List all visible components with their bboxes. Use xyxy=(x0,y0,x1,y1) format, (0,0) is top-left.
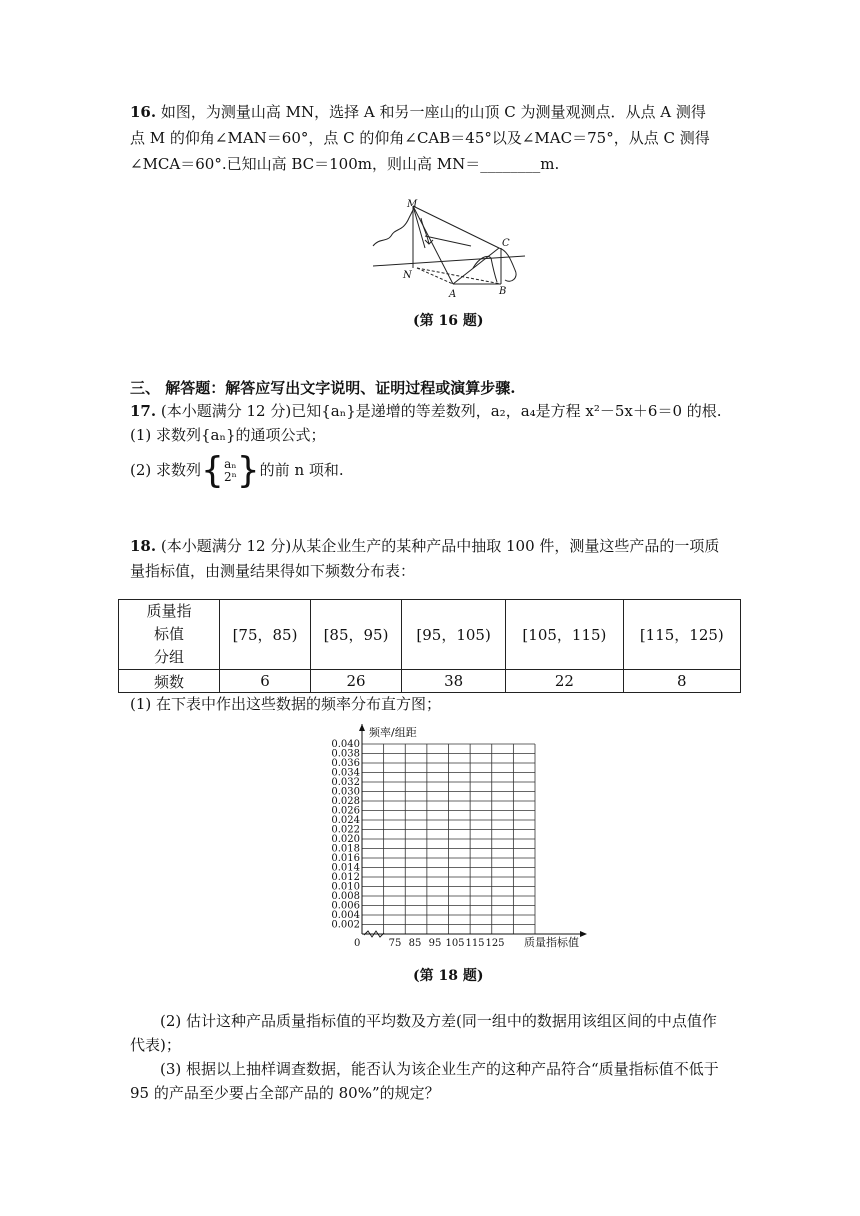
table-row xyxy=(119,670,741,693)
y-tick-label: 0.022 xyxy=(331,824,360,836)
q18-number: 18. xyxy=(130,537,157,555)
y-tick-label: 0.008 xyxy=(331,891,360,902)
y-tick-label: 0.020 xyxy=(331,834,360,845)
q16-line2: 点 M 的仰角∠MAN＝60°，点 C 的仰角∠CAB＝45°以及∠MAC＝75°，从点 C 测得 xyxy=(130,129,710,147)
q17-text-1: (本小题满分 12 分)已知{aₙ}是递增的等差数列，a₂，a₄是方程 x²－5x＋6＝0 的根. xyxy=(160,402,722,420)
q18-part2-line2: 代表)； xyxy=(130,1036,181,1054)
q16-line3: ∠MCA＝60°.已知山高 BC＝100m，则山高 MN＝________m. xyxy=(130,155,560,173)
x-axis-title: 质量指标值 xyxy=(524,936,579,949)
figure-label-N: N xyxy=(403,270,412,281)
table-cell-group: [75，85) xyxy=(220,600,311,670)
y-tick-label: 0.032 xyxy=(331,777,360,788)
table-cell-count: 38 xyxy=(402,670,506,693)
q18-part3-line1: (3) 根据以上抽样调查数据，能否认为该企业生产的这种产品符合“质量指标值不低于 xyxy=(160,1060,719,1078)
table-cell-count: 26 xyxy=(311,670,402,693)
q17-part2: (2) 求数列{ aₙ 2ⁿ }的前 n 项和. xyxy=(130,450,344,491)
y-tick-label: 0.028 xyxy=(331,796,360,807)
x-tick-label: 115 xyxy=(465,938,485,949)
x-tick-label: 85 xyxy=(408,938,422,949)
q18-part3-line2: 95 的产品至少要占全部产品的 80%”的规定？ xyxy=(130,1084,440,1102)
figure-label-C: C xyxy=(502,238,510,249)
origin-label: 0 xyxy=(354,938,361,949)
table-cell-count: 22 xyxy=(506,670,623,693)
q16-figure xyxy=(365,198,530,303)
table-row xyxy=(119,600,741,670)
figure-label-M: M xyxy=(407,199,418,210)
q18-line2: 量指标值，由测量结果得如下频数分布表： xyxy=(130,562,416,580)
y-tick-label: 0.030 xyxy=(331,786,360,798)
table-cell-group: [95，105) xyxy=(402,600,506,670)
table-header-label: 质量指 标值 分组 xyxy=(119,600,220,670)
histogram-grid xyxy=(325,722,595,954)
figure-label-B: B xyxy=(499,286,507,297)
fraction-numerator: aₙ xyxy=(224,457,237,471)
x-tick-label: 105 xyxy=(445,938,465,949)
frequency-table xyxy=(118,599,741,693)
y-tick-label: 0.024 xyxy=(331,815,360,826)
y-tick-label: 0.004 xyxy=(331,910,360,921)
y-tick-label: 0.026 xyxy=(331,805,360,817)
q17-part2-prefix: (2) 求数列 xyxy=(130,461,202,479)
q16-number: 16. xyxy=(130,103,157,121)
y-tick-label: 0.014 xyxy=(331,862,360,874)
q18-part1: (1) 在下表中作出这些数据的频率分布直方图； xyxy=(130,695,442,713)
q16-text-1: 如图，为测量山高 MN，选择 A 和另一座山的山顶 C 为测量观测点．从点 A 测得 xyxy=(160,103,706,121)
y-tick-label: 0.036 xyxy=(331,758,360,769)
fraction-denominator: 2ⁿ xyxy=(223,470,237,484)
table-cell-group: [105，115) xyxy=(506,600,623,670)
q17-fraction xyxy=(224,458,237,484)
table-cell-group: [85，95) xyxy=(311,600,402,670)
y-axis-arrow xyxy=(359,724,365,731)
y-tick-label: 0.012 xyxy=(331,872,360,883)
q18-text-1: (本小题满分 12 分)从某企业生产的某种产品中抽取 100 件，测量这些产品的一项质 xyxy=(160,537,720,555)
q17-part2-suffix: 的前 n 项和. xyxy=(259,461,344,479)
table-cell-count: 8 xyxy=(623,670,740,693)
table-cell-group: [115，125) xyxy=(623,600,740,670)
y-tick-label: 0.006 xyxy=(331,900,360,912)
q17-line1 xyxy=(130,400,722,422)
q17-number: 17. xyxy=(130,402,157,420)
q16-caption: (第 16 题) xyxy=(413,313,484,329)
q18-part2-line1: (2) 估计这种产品质量指标值的平均数及方差(同一组中的数据用该组区间的中点值作 xyxy=(160,1012,717,1030)
x-axis-arrow xyxy=(580,931,587,937)
figure-label-A: A xyxy=(449,289,457,300)
y-axis-title: 频率/组距 xyxy=(369,726,417,739)
y-tick-label: 0.018 xyxy=(331,843,360,855)
y-tick-label: 0.038 xyxy=(331,748,360,760)
q16-line1 xyxy=(130,101,706,123)
y-tick-label: 0.034 xyxy=(331,767,360,779)
y-tick-label: 0.010 xyxy=(331,881,360,893)
x-tick-label: 95 xyxy=(428,938,442,949)
y-tick-label: 0.040 xyxy=(331,739,360,750)
q18-caption: (第 18 题) xyxy=(413,968,484,984)
x-tick-label: 75 xyxy=(388,938,402,949)
y-tick-label: 0.002 xyxy=(331,919,360,931)
q17-part1: (1) 求数列{aₙ}的通项公式； xyxy=(130,426,326,444)
x-tick-label: 125 xyxy=(485,938,505,949)
table-count-label: 频数 xyxy=(119,670,220,693)
table-cell-count: 6 xyxy=(220,670,311,693)
section3-title: 三、 解答题：解答应写出文字说明、证明过程或演算步骤. xyxy=(130,379,516,397)
q18-line1 xyxy=(130,535,719,557)
y-tick-label: 0.016 xyxy=(331,853,360,864)
